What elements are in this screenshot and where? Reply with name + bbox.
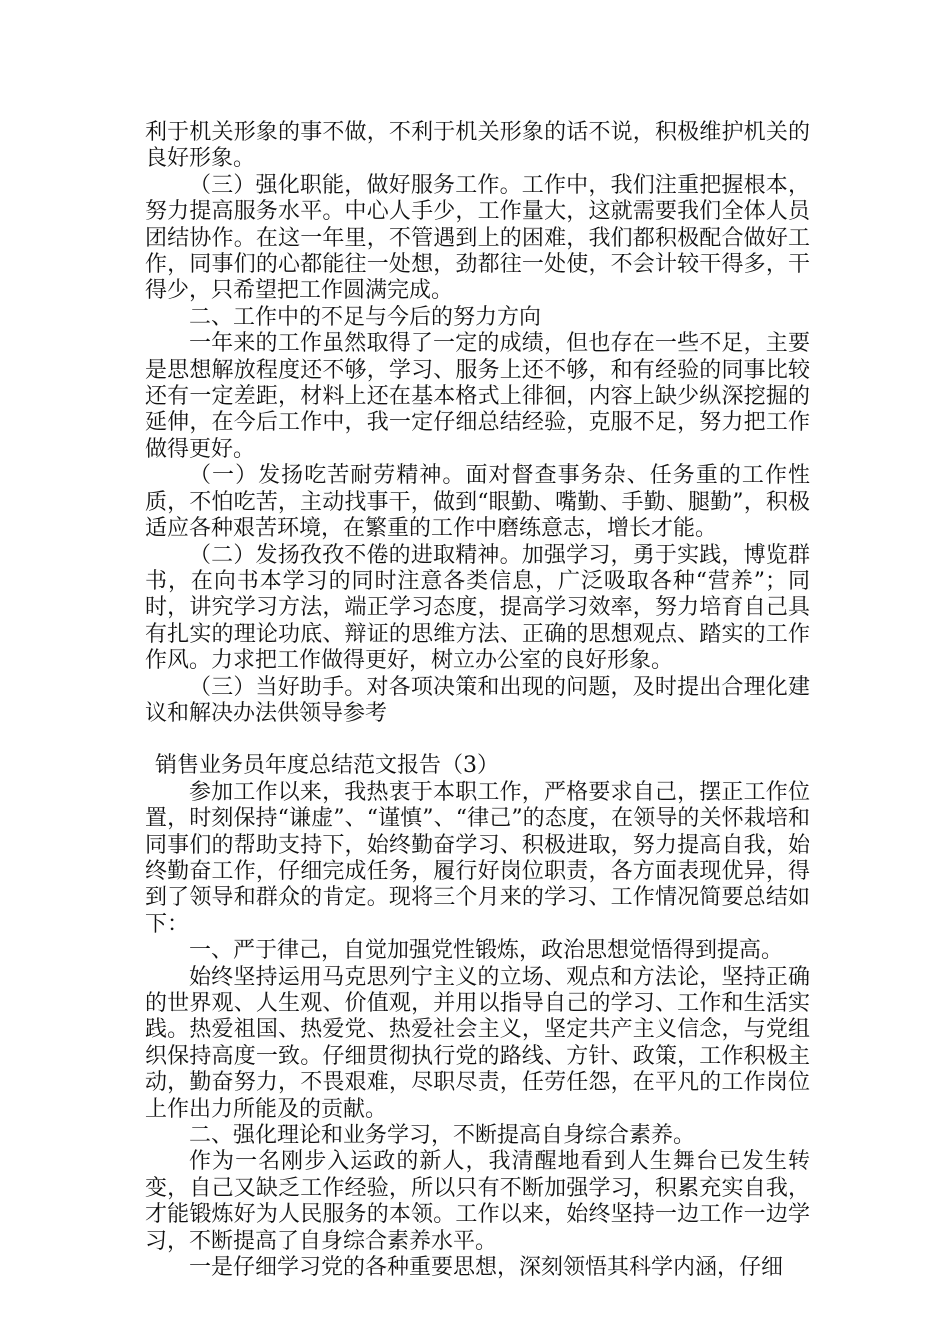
paragraph-4: 一年来的工作虽然取得了一定的成绩，但也存在一些不足，主要是思想解放程度还不够，学习、服务上还不够，和有经验的同事比较还有一定差距，材料上还在基本格式上徘徊，内容上缺少纵深挖掘的延伸，在今后工作中，我一定仔细总结经验，克服不足，努力把工作做得更好。 <box>145 331 810 462</box>
paragraph-7: （三）当好助手。对各项决策和出现的问题，及时提出合理化建议和解决办法供领导参考 <box>145 674 810 726</box>
section-gap <box>145 727 810 753</box>
paragraph-12: 作为一名刚步入运政的新人，我清醒地看到人生舞台已发生转变，自己又缺乏工作经验，所以只有不断加强学习，积累充实自我，才能锻炼好为人民服务的本领。工作以来，始终坚持一边工作一边学习，不断提高了自身综合素养水平。 <box>145 1149 810 1254</box>
paragraph-3-heading: 二、工作中的不足与今后的努力方向 <box>189 304 542 330</box>
section-title: 销售业务员年度总结范文报告（3） <box>155 753 499 779</box>
paragraph-5: （一）发扬吃苦耐劳精神。面对督查事务杂、任务重的工作性质，不怕吃苦，主动找事干，做到“眼勤、嘴勤、手勤、腿勤”，积极适应各种艰苦环境，在繁重的工作中磨练意志，增长才能。 <box>145 463 810 542</box>
paragraph-1: 利于机关形象的事不做，不利于机关形象的话不说，积极维护机关的良好形象。 <box>145 120 810 172</box>
paragraph-9-heading: 一、严于律己，自觉加强党性锻炼，政治思想觉悟得到提高。 <box>189 938 784 964</box>
paragraph-6: （二）发扬孜孜不倦的进取精神。加强学习，勇于实践，博览群书，在向书本学习的同时注意各类信息，广泛吸取各种“营养”；同时，讲究学习方法，端正学习态度，提高学习效率，努力培育自己具有扎实的理论功底、辩证的思维方法、正确的思想观点、踏实的工作作风。力求把工作做得更好，树立办公室的良好形象。 <box>145 542 810 674</box>
paragraph-11-heading: 二、强化理论和业务学习，不断提高自身综合素养。 <box>189 1123 696 1149</box>
paragraph-10: 始终坚持运用马克思列宁主义的立场、观点和方法论，坚持正确的世界观、人生观、价值观，并用以指导自己的学习、工作和生活实践。热爱祖国、热爱党、热爱社会主义，坚定共产主义信念，与党组织保持高度一致。仔细贯彻执行党的路线、方针、政策，工作积极主动，勤奋努力，不畏艰难，尽职尽责，任劳任怨，在平凡的工作岗位上作出力所能及的贡献。 <box>145 964 810 1122</box>
paragraph-8: 参加工作以来，我热衷于本职工作，严格要求自己，摆正工作位置，时刻保持“谦虚”、“谨慎”、“律己”的态度，在领导的关怀栽培和同事们的帮助支持下，始终勤奋学习、积极进取，努力提高自我，始终勤奋工作，仔细完成任务，履行好岗位职责，各方面表现优异，得到了领导和群众的肯定。现将三个月来的学习、工作情况简要总结如下： <box>145 779 810 937</box>
document-page <box>145 120 810 1281</box>
paragraph-2: （三）强化职能，做好服务工作。工作中，我们注重把握根本，努力提高服务水平。中心人手少，工作量大，这就需要我们全体人员团结协作。在这一年里，不管遇到上的困难，我们都积极配合做好工作，同事们的心都能往一处想，劲都往一处使，不会计较干得多，干得少，只希望把工作圆满完成。 <box>145 172 810 304</box>
paragraph-13: 一是仔细学习党的各种重要思想，深刻领悟其科学内涵，仔细 <box>189 1255 784 1281</box>
